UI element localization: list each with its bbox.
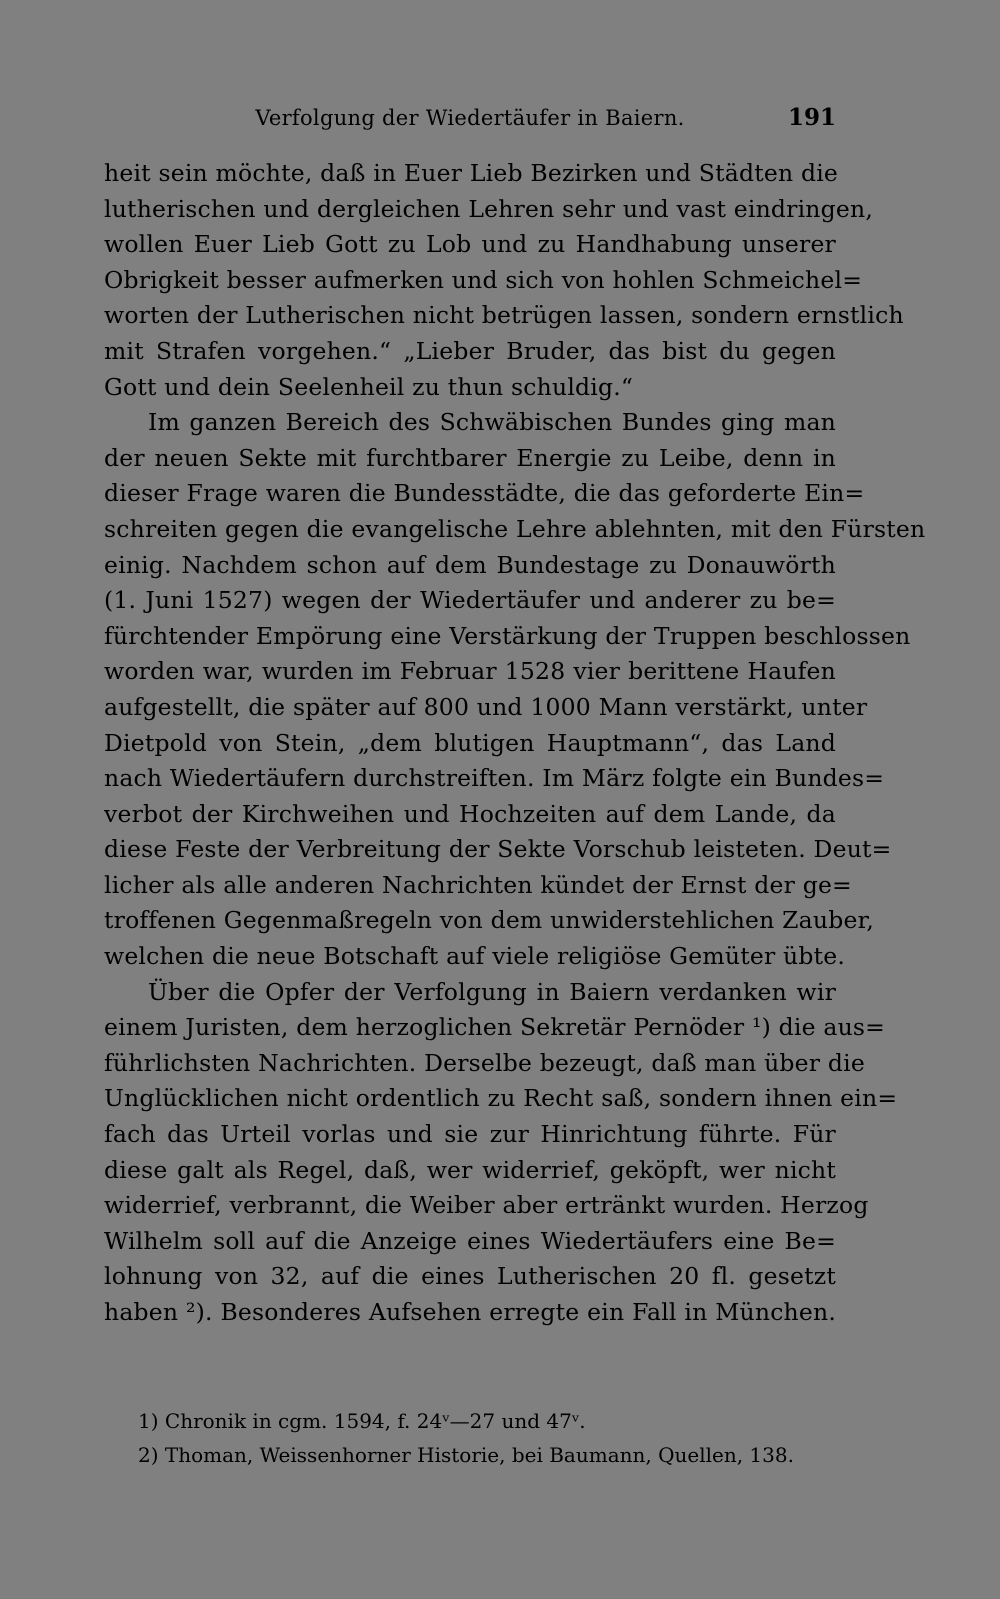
text-line: lohnung von 32, auf die eines Lutherischen 20 fl. gesetzt xyxy=(104,1262,836,1291)
text-line: mit Strafen vorgehen.“ „Lieber Bruder, das bist du gegen xyxy=(104,336,836,365)
text-line: troffenen Gegenmaßregeln von dem unwiderstehlichen Zauber, xyxy=(104,906,875,935)
text-line: lutherischen und dergleichen Lehren sehr und vast eindringen, xyxy=(104,194,873,223)
text-line: Wilhelm soll auf die Anzeige eines Wiedertäufers eine Be= xyxy=(104,1226,836,1255)
footnote: 1) Chronik in cgm. 1594, f. 24ᵛ—27 und 47ᵛ. xyxy=(138,1409,586,1433)
running-title: Verfolgung der Wiedertäufer in Baiern. xyxy=(255,106,685,130)
footnotes xyxy=(138,1404,836,1472)
text-line: Über die Opfer der Verfolgung in Baiern verdanken wir xyxy=(148,977,836,1006)
text-line: Unglücklichen nicht ordentlich zu Recht saß, sondern ihnen ein= xyxy=(104,1084,898,1113)
text-line: Dietpold von Stein, „dem blutigen Hauptmann“, das Land xyxy=(104,728,836,757)
text-line: fach das Urteil vorlas und sie zur Hinrichtung führte. Für xyxy=(104,1120,836,1149)
text-line: aufgestellt, die später auf 800 und 1000 Mann verstärkt, unter xyxy=(104,692,868,721)
text-line: worten der Lutherischen nicht betrügen lassen, sondern ernstlich xyxy=(104,301,904,330)
text-line: diese galt als Regel, daß, wer widerrief, geköpft, wer nicht xyxy=(104,1155,836,1184)
page-header xyxy=(104,98,836,138)
text-line: schreiten gegen die evangelische Lehre ablehnten, mit den Fürsten xyxy=(104,514,926,543)
text-line: Obrigkeit besser aufmerken und sich von hohlen Schmeichel= xyxy=(104,265,863,294)
text-line: welchen die neue Botschaft auf viele religiöse Gemüter übte. xyxy=(104,942,846,971)
text-line: nach Wiedertäufern durchstreiften. Im März folgte ein Bundes= xyxy=(104,764,885,793)
text-line: widerrief, verbrannt, die Weiber aber ertränkt wurden. Herzog xyxy=(104,1191,869,1220)
text-line: führlichsten Nachrichten. Derselbe bezeugt, daß man über die xyxy=(104,1048,865,1077)
text-line: Gott und dein Seelenheil zu thun schuldig.“ xyxy=(104,372,634,401)
text-line: der neuen Sekte mit furchtbarer Energie zu Leibe, denn in xyxy=(104,443,836,472)
body-text xyxy=(104,156,926,1331)
page-number: 191 xyxy=(787,104,836,131)
text-line: diese Feste der Verbreitung der Sekte Vorschub leisteten. Deut= xyxy=(104,835,892,864)
text-line: worden war, wurden im Februar 1528 vier berittene Haufen xyxy=(104,657,836,686)
text-line: einig. Nachdem schon auf dem Bundestage zu Donauwörth xyxy=(104,550,836,579)
text-line: dieser Frage waren die Bundesstädte, die das geforderte Ein= xyxy=(104,479,865,508)
footnote: 2) Thoman, Weissenhorner Historie, bei Baumann, Quellen, 138. xyxy=(138,1443,794,1467)
text-line: verbot der Kirchweihen und Hochzeiten auf dem Lande, da xyxy=(104,799,836,828)
text-line: (1. Juni 1527) wegen der Wiedertäufer und anderer zu be= xyxy=(104,586,836,615)
text-line: fürchtender Empörung eine Verstärkung der Truppen beschlossen xyxy=(104,621,911,650)
text-line: licher als alle anderen Nachrichten kündet der Ernst der ge= xyxy=(104,870,852,899)
text-line: heit sein möchte, daß in Euer Lieb Bezirken und Städten die xyxy=(104,159,839,187)
text-line: einem Juristen, dem herzoglichen Sekretär Pernöder ¹) die aus= xyxy=(104,1013,886,1042)
text-line: wollen Euer Lieb Gott zu Lob und zu Handhabung unserer xyxy=(104,230,836,259)
text-line: Im ganzen Bereich des Schwäbischen Bundes ging man xyxy=(148,408,836,437)
text-line: haben ²). Besonderes Aufsehen erregte ein Fall in München. xyxy=(104,1298,836,1326)
